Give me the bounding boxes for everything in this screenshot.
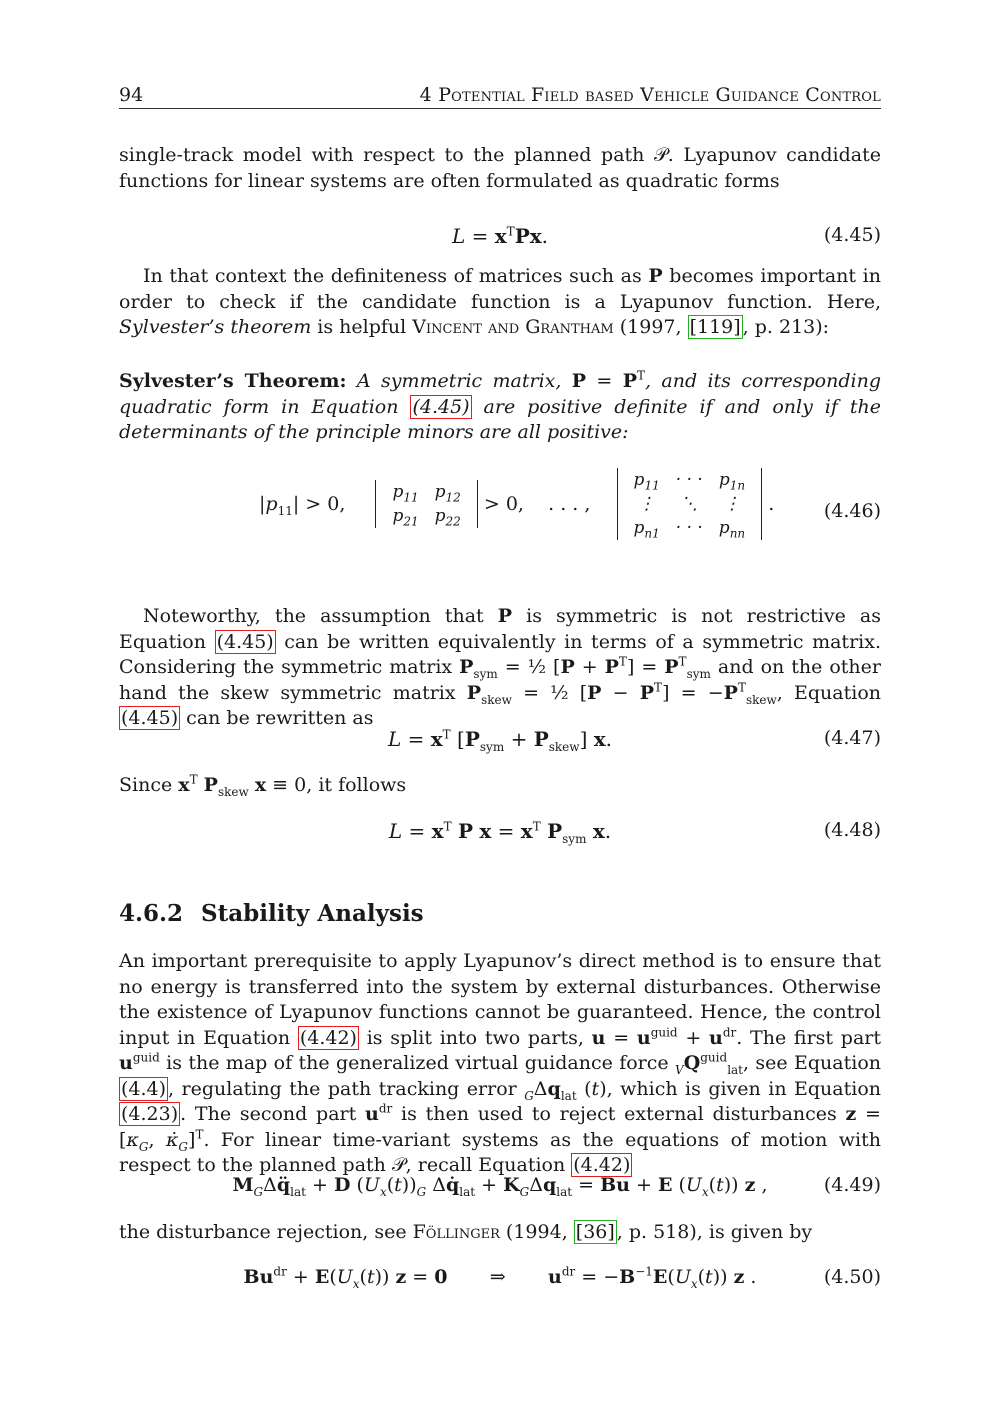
equation-ref-link[interactable]: (4.23) — [121, 1103, 179, 1125]
equation-number: (4.48) — [823, 819, 881, 841]
equation-body: $L = x^TPx$. — [451, 224, 549, 248]
equation-4-45 — [119, 224, 881, 254]
equation-4-50 — [119, 1266, 881, 1296]
equation-4-47 — [119, 727, 881, 757]
running-header — [119, 84, 881, 109]
theorem-title: Sylvester’s Theorem: — [119, 370, 347, 392]
equation-body: $M_G\Delta q̈_{lat} + D$ $(U_x(t))_G$ $\Delta q̇_{lat} + K_G\Delta q_{lat} = Bu + E$ $(U_x(t))$ z , — [232, 1174, 768, 1199]
equation-number: (4.49) — [823, 1174, 881, 1196]
author-name: Vincent and Grantham — [412, 316, 614, 338]
equation-4-49 — [119, 1174, 881, 1204]
paragraph-symmetric: Noteworthy, the assumption that P is symmetric is not restrictive as Equation (4.45) can be written equivalently in terms of a symmetric matrix. Considering the symmetric matrix $P_{sym}$ = ½ $[P + P^T] = P^T_{sym}$ and on the other hand the skew symmetric matrix $P_{skew}$ = ½ $[P - P^T] = -P^T_{skew}$, Equation (4.45) can be rewritten as — [119, 605, 881, 729]
section-heading — [119, 900, 424, 927]
equation-4-46 — [119, 468, 881, 558]
equation-body: $L = x^T$ $[P_{sym} + P_{skew}]$ x. — [387, 727, 613, 754]
equation-number: (4.47) — [823, 727, 881, 749]
paragraph-definiteness: In that context the definiteness of matrices such as P becomes important in order to check if the candidate function is a Lyapunov function. Here, Sylvester’s theorem is helpful Vincent and Grantham (1997, [119] , p. 213): — [119, 265, 881, 338]
citation-link[interactable]: [36] — [575, 1221, 615, 1243]
citation-link[interactable]: [119] — [689, 316, 741, 338]
equation-body: $L = x^T$ P $x = x^T$ $P_{sym}$ x. — [388, 819, 612, 846]
paragraph-since: Since $x^T$ $P_{skew}$ x ≡ 0, it follows — [119, 772, 407, 799]
theorem-block: Sylvester’s Theorem: A symmetric matrix, $P = P^T$, and its corresponding quadratic form in Equation (4.45) are positive definite if and only if the determinants of the principle minors are all positive: — [119, 368, 881, 443]
section-title: Stability Analysis — [201, 900, 424, 927]
paragraph-disturbance: the disturbance rejection, see Föllinger (1994, [36] , p. 518), is given by — [119, 1221, 813, 1243]
paragraph-intro: single-track model with respect to the planned path 𝒫. Lyapunov candidate functions for linear systems are often formulated as quadratic forms — [119, 144, 881, 192]
equation-ref-link[interactable]: (4.45) — [121, 707, 179, 729]
running-title: 4 Potential Field based Vehicle Guidance Control — [419, 84, 881, 106]
equation-body: $|p_{11}| > 0$, $p_{11}$ $p_{12}$ $p_{21}$ $p_{22}$ > 0, . . . , $p_{11}$ · · · $p_{1n}$ ⋮ ⋱ ⋮ $p_{n1}$ · · · $p_{nn}$ . — [259, 470, 775, 541]
equation-4-48 — [119, 819, 881, 849]
equation-ref-link[interactable]: (4.45) — [216, 630, 274, 653]
section-number: 4.6.2 — [119, 900, 184, 927]
equation-ref-link[interactable]: (4.42) — [299, 1026, 357, 1049]
equation-body: $Bu^{dr} + E(U_x(t)) z = 0$ ⇒ $u^{dr} = -B^{-1}E(U_x(t))$ z . — [243, 1264, 757, 1291]
equation-ref-link[interactable]: (4.4) — [121, 1077, 167, 1100]
equation-number: (4.50) — [823, 1266, 881, 1288]
equation-ref-link[interactable]: (4.42) — [573, 1154, 631, 1176]
author-name: Föllinger — [412, 1221, 500, 1243]
equation-ref-link[interactable]: (4.45) — [412, 395, 470, 418]
equation-number: (4.46) — [823, 500, 881, 522]
paragraph-stability: An important prerequisite to apply Lyapunov’s direct method is to ensure that no energy is transferred into the system by external disturbances. Otherwise the existence of Lyapunov functions cannot be guaranteed. Hence, the control input in Equation (4.42) is split into two parts, $u = u^{guid} + u^{dr}$. The first part $u^{guid}$ is the map of the generalized virtual guidance force $_VQ^{guid}_{lat}$, see Equation (4.4) , regulating the path tracking error $_G\Delta q_{lat}$ (t), which is given in Equation (4.23) . The second part $u^{dr}$ is then used to reject external disturbances $z = [\kappa_G$, $\kappȧ_G]^T$. For linear time-variant systems as the equations of motion with respect to the planned path 𝒫, recall Equation (4.42) — [119, 950, 882, 1176]
page-number: 94 — [119, 84, 144, 106]
equation-number: (4.45) — [823, 224, 881, 246]
